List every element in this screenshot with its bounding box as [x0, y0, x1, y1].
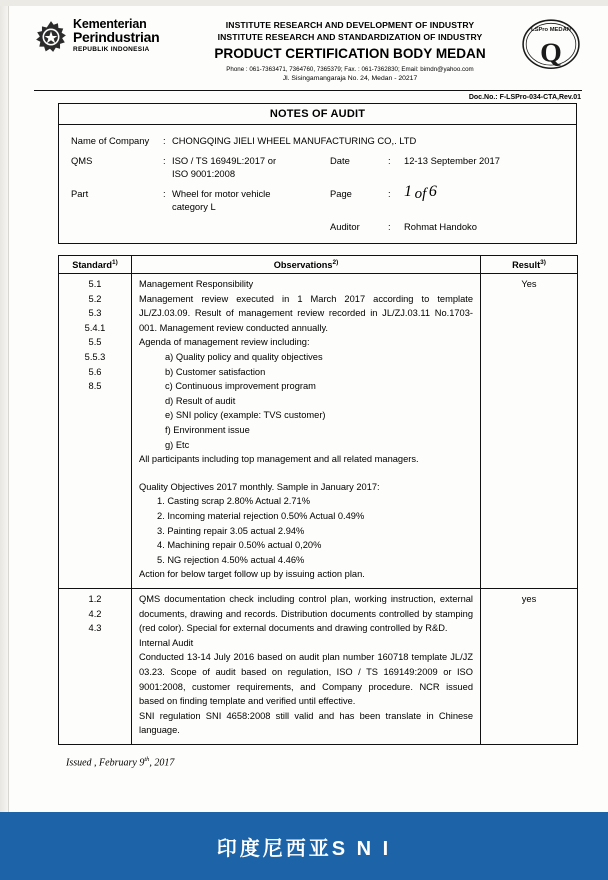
notes-row-part	[71, 183, 566, 213]
row2-standards	[59, 588, 132, 744]
observation-list-item: d) Result of audit	[165, 395, 236, 406]
page-of-handwritten: of	[414, 186, 427, 202]
header-observations-sup: 2)	[332, 259, 339, 266]
observation-list-item: a) Quality policy and quality objectives	[165, 352, 323, 363]
header-divider	[34, 90, 582, 91]
issued-prefix: Issued , February 9	[66, 757, 145, 769]
standard-item: 5.5	[88, 337, 102, 348]
page-colon: :	[388, 188, 391, 199]
row2-result: yes	[481, 588, 578, 744]
auditor-value: Rohmat Handoko	[404, 221, 477, 232]
auditor-spacer	[71, 220, 163, 233]
observation-number-item: 3. Painting repair 3.05 actual 2.94%	[157, 525, 305, 536]
observation-paragraph: SNI regulation SNI 4658:2008 still valid and has been translate in Chinese language.	[139, 710, 473, 736]
standard-item: 5.2	[88, 293, 102, 304]
ministry-logo	[34, 18, 180, 54]
observation-tail: Action for below target follow up by issuing action plan.	[139, 569, 365, 580]
observation-paragraph: Internal Audit	[139, 637, 194, 648]
observation-paragraph: QMS documentation check including control plan, working instruction, external documents, drawing and records. Distribution documents controlled by stamping (red color). Special for external documents and drawing controlled by R&D.	[139, 593, 473, 634]
header-standard-label: Standard	[72, 260, 113, 271]
page-number-handwritten: 1	[404, 183, 412, 200]
row1-result: Yes	[481, 274, 578, 589]
observation-section2: Quality Objectives 2017 monthly. Sample in January 2017:	[139, 481, 380, 492]
standard-item: 5.6	[88, 366, 102, 377]
notes-auditor-block	[330, 220, 566, 233]
svg-text:Q: Q	[540, 37, 562, 69]
observation-number-list	[139, 494, 473, 567]
page-total-handwritten: 6	[428, 183, 437, 200]
page-value	[404, 183, 566, 213]
notes-row-qms	[71, 154, 566, 180]
qms-value-line2: ISO 9001:2008	[172, 168, 236, 179]
issued-date	[66, 756, 582, 768]
company-value: CHONGQING JIELI WHEEL MANUFACTURING CO,. LTD	[172, 135, 417, 146]
observation-number-item: 5. NG rejection 4.50% actual 4.46%	[157, 554, 305, 565]
document-header	[34, 12, 582, 84]
part-value	[172, 187, 330, 213]
bottom-banner-label: 印度尼西亚S N I	[216, 837, 392, 860]
page-label: Page	[330, 188, 352, 199]
bottom-banner	[0, 812, 608, 880]
row1-observations	[132, 274, 481, 589]
auditor-spacer-value	[172, 220, 330, 233]
auditor-spacer-colon	[163, 220, 172, 233]
standard-item: 5.1	[88, 279, 102, 290]
gear-logo-icon	[34, 20, 68, 54]
observation-list-item: e) SNI policy (example: TVS customer)	[165, 410, 326, 421]
logo-line2: Perindustrian	[73, 29, 160, 45]
logo-line1: Kementerian	[73, 17, 147, 31]
observation-list-item: b) Customer satisfaction	[165, 366, 266, 377]
document-content	[34, 12, 582, 768]
svg-text:LSPro MEDAN: LSPro MEDAN	[531, 27, 571, 34]
logo-line3: REPUBLIK INDONESIA	[73, 46, 150, 53]
observation-gap	[139, 467, 473, 480]
header-title-block	[180, 18, 520, 84]
notes-of-audit-title: NOTES OF AUDIT	[59, 104, 576, 125]
part-colon: :	[163, 188, 166, 199]
part-label: Part	[71, 188, 89, 199]
observation-number-item: 4. Machining repair 0.50% actual 0,20%	[157, 540, 322, 551]
issued-sup: th	[144, 755, 150, 763]
table-row	[59, 274, 578, 589]
observation-paragraph: Management Responsibility	[139, 279, 254, 290]
qms-value-line1: ISO / TS 16949L:2017 or	[172, 155, 277, 166]
audit-table	[58, 255, 578, 745]
standard-item: 5.4.1	[84, 322, 106, 333]
page-top-edge	[0, 0, 608, 6]
notes-date-block	[330, 154, 566, 180]
standard-item: 4.2	[88, 608, 102, 619]
observation-list-item: g) Etc	[165, 439, 190, 450]
audit-table-header-row	[59, 256, 578, 274]
auditor-colon: :	[388, 221, 391, 232]
row2-observations	[132, 588, 481, 744]
part-value-line1: Wheel for motor vehicle	[172, 188, 271, 199]
notes-of-audit-body	[59, 125, 576, 243]
header-result-label: Result	[512, 260, 541, 271]
header-observations-label: Observations	[273, 260, 333, 271]
page-left-edge	[0, 0, 9, 812]
observation-paragraph: Agenda of management review including:	[139, 337, 310, 348]
header-title-line2: INSTITUTE RESEARCH AND STANDARDIZATION OF INDUSTRY	[217, 32, 483, 42]
standard-item: 5.5.3	[84, 352, 106, 363]
company-label: Name of Company	[71, 135, 150, 146]
issued-suffix: , 2017	[149, 757, 175, 769]
standard-item: 4.3	[88, 623, 102, 634]
observation-list-item: c) Continuous improvement program	[165, 381, 316, 392]
header-title-line3: PRODUCT CERTIFICATION BODY MEDAN	[214, 46, 486, 61]
row1-standards	[59, 274, 132, 589]
header-observations	[132, 256, 481, 274]
qms-value	[172, 154, 330, 180]
header-standard	[59, 256, 132, 274]
table-row	[59, 588, 578, 744]
observation-paragraph: Conducted 13-14 July 2016 based on audit plan number 160718 template JL/JZ 03.23. Scope of audit based on regulation, ISO / TS 169149:2009 or ISO 9001:2008, customer requirements, and Company procedure. NCR issued based on finding template and verified until effective.	[139, 652, 473, 707]
date-label: Date	[330, 155, 350, 166]
observation-number-item: 1. Casting scrap 2.80% Actual 2.71%	[157, 496, 310, 507]
part-value-line2: category L	[172, 201, 216, 212]
date-value: 12-13 September 2017	[404, 155, 500, 166]
notes-row-auditor	[71, 220, 566, 233]
notes-row-company	[71, 134, 566, 147]
lspro-seal-icon	[520, 16, 582, 74]
observation-number-item: 2. Incoming material rejection 0.50% Actual 0.49%	[157, 510, 365, 521]
company-colon: :	[163, 135, 166, 146]
header-contact: Phone : 061-7363471, 7364760, 7365379; Fax. : 061-7362830; Email: bimdn@yahoo.com	[226, 66, 474, 73]
observation-list	[139, 350, 473, 452]
header-result	[481, 256, 578, 274]
date-colon: :	[388, 155, 391, 166]
header-result-sup: 3)	[540, 259, 546, 266]
observation-after: All participants including top management and all related managers.	[139, 454, 419, 465]
observation-paragraph: Management review executed in 1 March 2017 according to template JL/ZJ.03.09. Result of management review recorded in JL/ZJ.03.11 No.1703-001. Management review conducted annually.	[139, 293, 473, 333]
standard-item: 1.2	[88, 593, 102, 604]
header-title-line1: INSTITUTE RESEARCH AND DEVELOPMENT OF INDUSTRY	[225, 20, 475, 30]
qms-colon: :	[163, 155, 166, 166]
doc-number: Doc.No.: F-LSPro-034-CTA,Rev.01	[468, 94, 581, 101]
header-standard-sup: 1)	[112, 259, 118, 266]
notes-of-audit-box	[58, 103, 577, 244]
observation-list-item: f) Environment issue	[165, 425, 250, 435]
standard-item: 5.3	[88, 308, 102, 319]
auditor-label: Auditor	[330, 221, 360, 232]
qms-label: QMS	[71, 155, 93, 166]
header-address: Jl. Sisingamangaraja No. 24, Medan - 20217	[282, 75, 418, 82]
standard-item: 8.5	[88, 381, 102, 392]
notes-page-block	[330, 183, 566, 213]
